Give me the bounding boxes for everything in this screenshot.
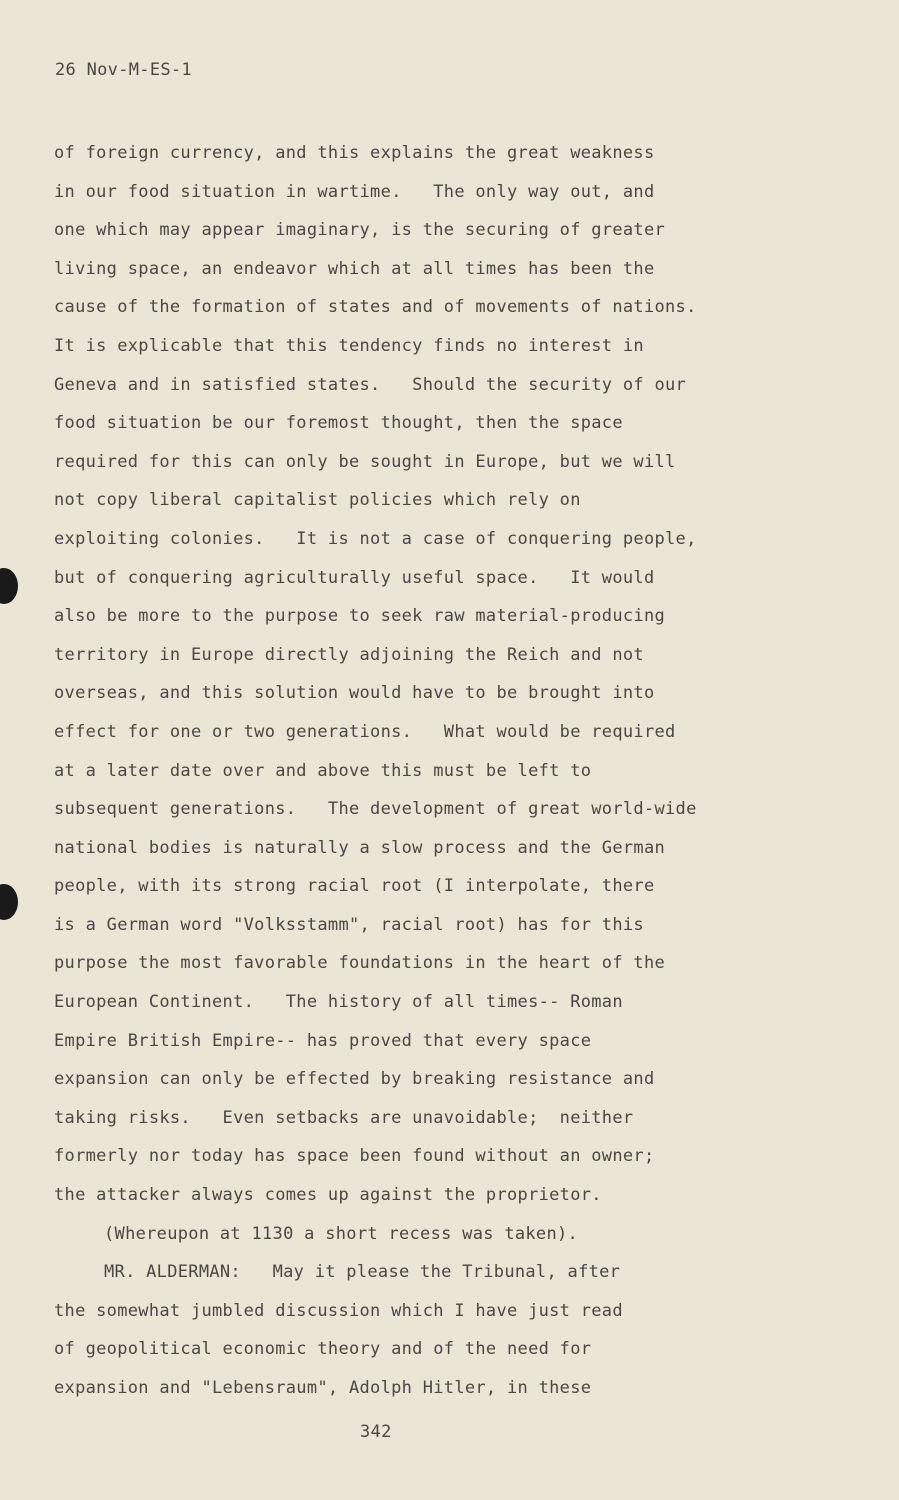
speaker-name: MR. ALDERMAN: <box>104 1262 241 1283</box>
text-line: in our food situation in wartime. The only way out, and <box>54 181 655 202</box>
text-line: effect for one or two generations. What would be required <box>54 721 676 742</box>
page-number: 342 <box>360 1422 392 1442</box>
text-line: the attacker always comes up against the proprietor. <box>54 1185 602 1206</box>
text-line: also be more to the purpose to seek raw material-producing <box>54 606 666 627</box>
text-line: Empire British Empire-- has proved that every space <box>54 1030 592 1051</box>
punch-hole <box>0 884 18 920</box>
text-line: cause of the formation of states and of movements of nations. <box>54 297 697 318</box>
text-line: the somewhat jumbled discussion which I have just read <box>54 1300 623 1321</box>
text-line: expansion can only be effected by breaking resistance and <box>54 1069 655 1090</box>
speaker-text: May it please the Tribunal, after <box>272 1262 621 1283</box>
punch-hole <box>0 568 18 604</box>
text-line: subsequent generations. The development of great world-wide <box>54 799 697 820</box>
text-line: at a later date over and above this must be left to <box>54 760 592 781</box>
text-line: of foreign currency, and this explains the great weakness <box>54 143 655 163</box>
text-line: It is explicable that this tendency finds no interest in <box>54 335 644 356</box>
text-line: required for this can only be sought in Europe, but we will <box>54 451 676 472</box>
text-line: people, with its strong racial root (I interpolate, there <box>54 876 655 897</box>
page-reference: 26 Nov-M-ES-1 <box>55 60 192 80</box>
transcript-body <box>54 134 774 1408</box>
recess-note: (Whereupon at 1130 a short recess was taken). <box>104 1223 579 1244</box>
text-line: of geopolitical economic theory and of the need for <box>54 1339 592 1360</box>
text-line: food situation be our foremost thought, then the space <box>54 413 623 434</box>
text-line: one which may appear imaginary, is the securing of greater <box>54 220 666 241</box>
speaker-line <box>54 1253 774 1292</box>
text-line: European Continent. The history of all times-- Roman <box>54 992 623 1013</box>
text-line: exploiting colonies. It is not a case of conquering people, <box>54 528 697 549</box>
text-line: living space, an endeavor which at all times has been the <box>54 258 655 279</box>
text-line: purpose the most favorable foundations in the heart of the <box>54 953 666 974</box>
text-line: formerly nor today has space been found without an owner; <box>54 1146 655 1167</box>
text-line: national bodies is naturally a slow process and the German <box>54 837 666 858</box>
text-line: territory in Europe directly adjoining the Reich and not <box>54 644 644 665</box>
text-line: overseas, and this solution would have to be brought into <box>54 683 655 704</box>
text-line: is a German word "Volksstamm", racial root) has for this <box>54 914 644 935</box>
text-line: taking risks. Even setbacks are unavoidable; neither <box>54 1107 634 1128</box>
text-line: expansion and "Lebensraum", Adolph Hitler, in these <box>54 1378 592 1398</box>
text-line: but of conquering agriculturally useful space. It would <box>54 567 655 588</box>
text-line: Geneva and in satisfied states. Should the security of our <box>54 374 687 395</box>
text-line: not copy liberal capitalist policies which rely on <box>54 490 581 511</box>
